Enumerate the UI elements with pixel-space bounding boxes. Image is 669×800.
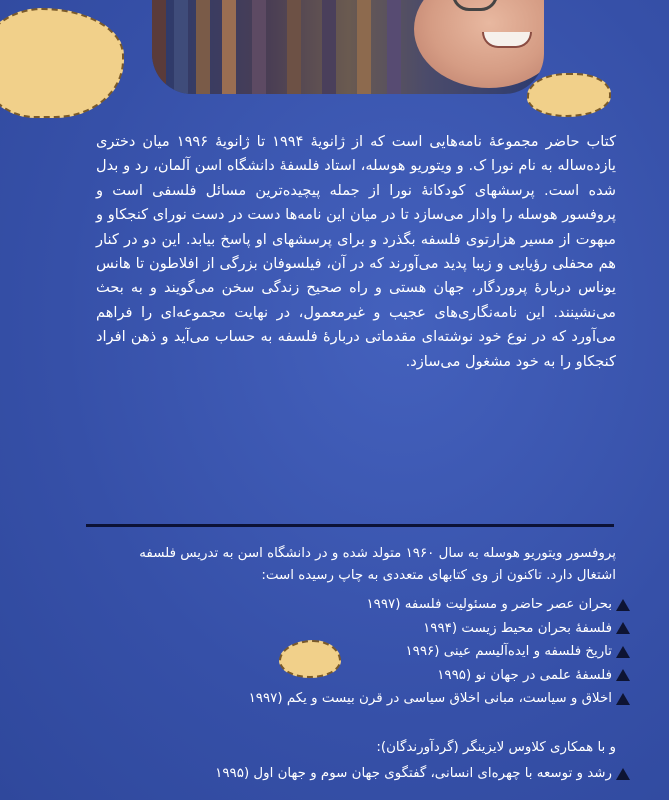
- triangle-bullet-icon: [616, 622, 630, 634]
- collaboration-works-list: [110, 762, 630, 785]
- triangle-bullet-icon: [616, 669, 630, 681]
- bookshelf-decoration: [174, 0, 188, 94]
- list-item: فلسفهٔ علمی در جهان نو (۱۹۹۵: [110, 664, 630, 688]
- section-divider: [86, 524, 614, 527]
- bookshelf-decoration: [387, 0, 401, 94]
- author-photo: [152, 0, 544, 94]
- bookshelf-decoration: [357, 0, 371, 94]
- triangle-bullet-icon: [616, 693, 630, 705]
- peanut-blob-icon: [527, 73, 611, 117]
- triangle-bullet-icon: [616, 599, 630, 611]
- triangle-bullet-icon: [616, 646, 630, 658]
- peanut-blob-icon: [0, 8, 124, 118]
- list-item: تاریخ فلسفه و ایده‌آلیسم عینی (۱۹۹۶: [110, 640, 630, 664]
- triangle-bullet-icon: [616, 768, 630, 780]
- book-description: کتاب حاضر مجموعهٔ نامه‌هایی است که از ژانویهٔ ۱۹۹۴ تا ژانویهٔ ۱۹۹۶ میان دختری یازده‌ساله به نام نورا ک. و ویتوریو هوسله، استاد فلسفهٔ دانشگاه اسن آلمان، رد و بدل شده است. پرسشهای کودکانهٔ نورا از جمله پیچیده‌ترین مسائل فلسفی است و پروفسور هوسله را وادار می‌سازد تا در میان این نامه‌ها دست در دست نورای کنجکاو و مبهوت از مسیر هزارتوی فلسفه بگذرد و برای پرسشهای او پاسخ بیابد. این دو در کنار هم محفلی رؤیایی و زیبا پدید می‌آورند که در آن، فیلسوفان بزرگی از افلاطون تا هانس یوناس دربارهٔ پروردگار، جهان هستی و راه صحیح زندگی سخن می‌گویند و به بحث می‌نشینند. این نامه‌نگاری‌های عجیب و غیرمعمول، در نهایت مجموعه‌ای را فراهم می‌آورد که در نوع خود نوشته‌ای مقدماتی دربارهٔ فلسفه به حساب می‌آید و ذهن افراد کنجکاو را به خود مشغول می‌سازد.: [96, 133, 617, 370]
- bookshelf-decoration: [322, 0, 336, 94]
- list-item: رشد و توسعه با چهره‌ای انسانی، گفتگوی جهان سوم و جهان اول (۱۹۹۵: [110, 762, 630, 785]
- list-item: اخلاق و سیاست، مبانی اخلاق سیاسی در قرن بیست و یکم (۱۹۹۷: [110, 687, 630, 711]
- bookshelf-decoration: [196, 0, 210, 94]
- list-item: بحران عصر حاضر و مسئولیت فلسفه (۱۹۹۷: [110, 593, 630, 617]
- list-item: فلسفهٔ بحران محیط زیست (۱۹۹۴: [110, 617, 630, 641]
- bookshelf-decoration: [252, 0, 266, 94]
- works-list: [110, 593, 630, 711]
- author-bio: پروفسور ویتوریو هوسله به سال ۱۹۶۰ متولد شده و در دانشگاه اسن به تدریس فلسفه اشتغال دارد. تاکنون از وی کتابهای متعددی به چاپ رسیده است:: [139, 546, 616, 583]
- bookshelf-decoration: [222, 0, 236, 94]
- bookshelf-decoration: [152, 0, 166, 94]
- collaboration-intro: و با همکاری کلاوس لایزینگر (گردآورندگان):: [376, 740, 616, 755]
- bookshelf-decoration: [287, 0, 301, 94]
